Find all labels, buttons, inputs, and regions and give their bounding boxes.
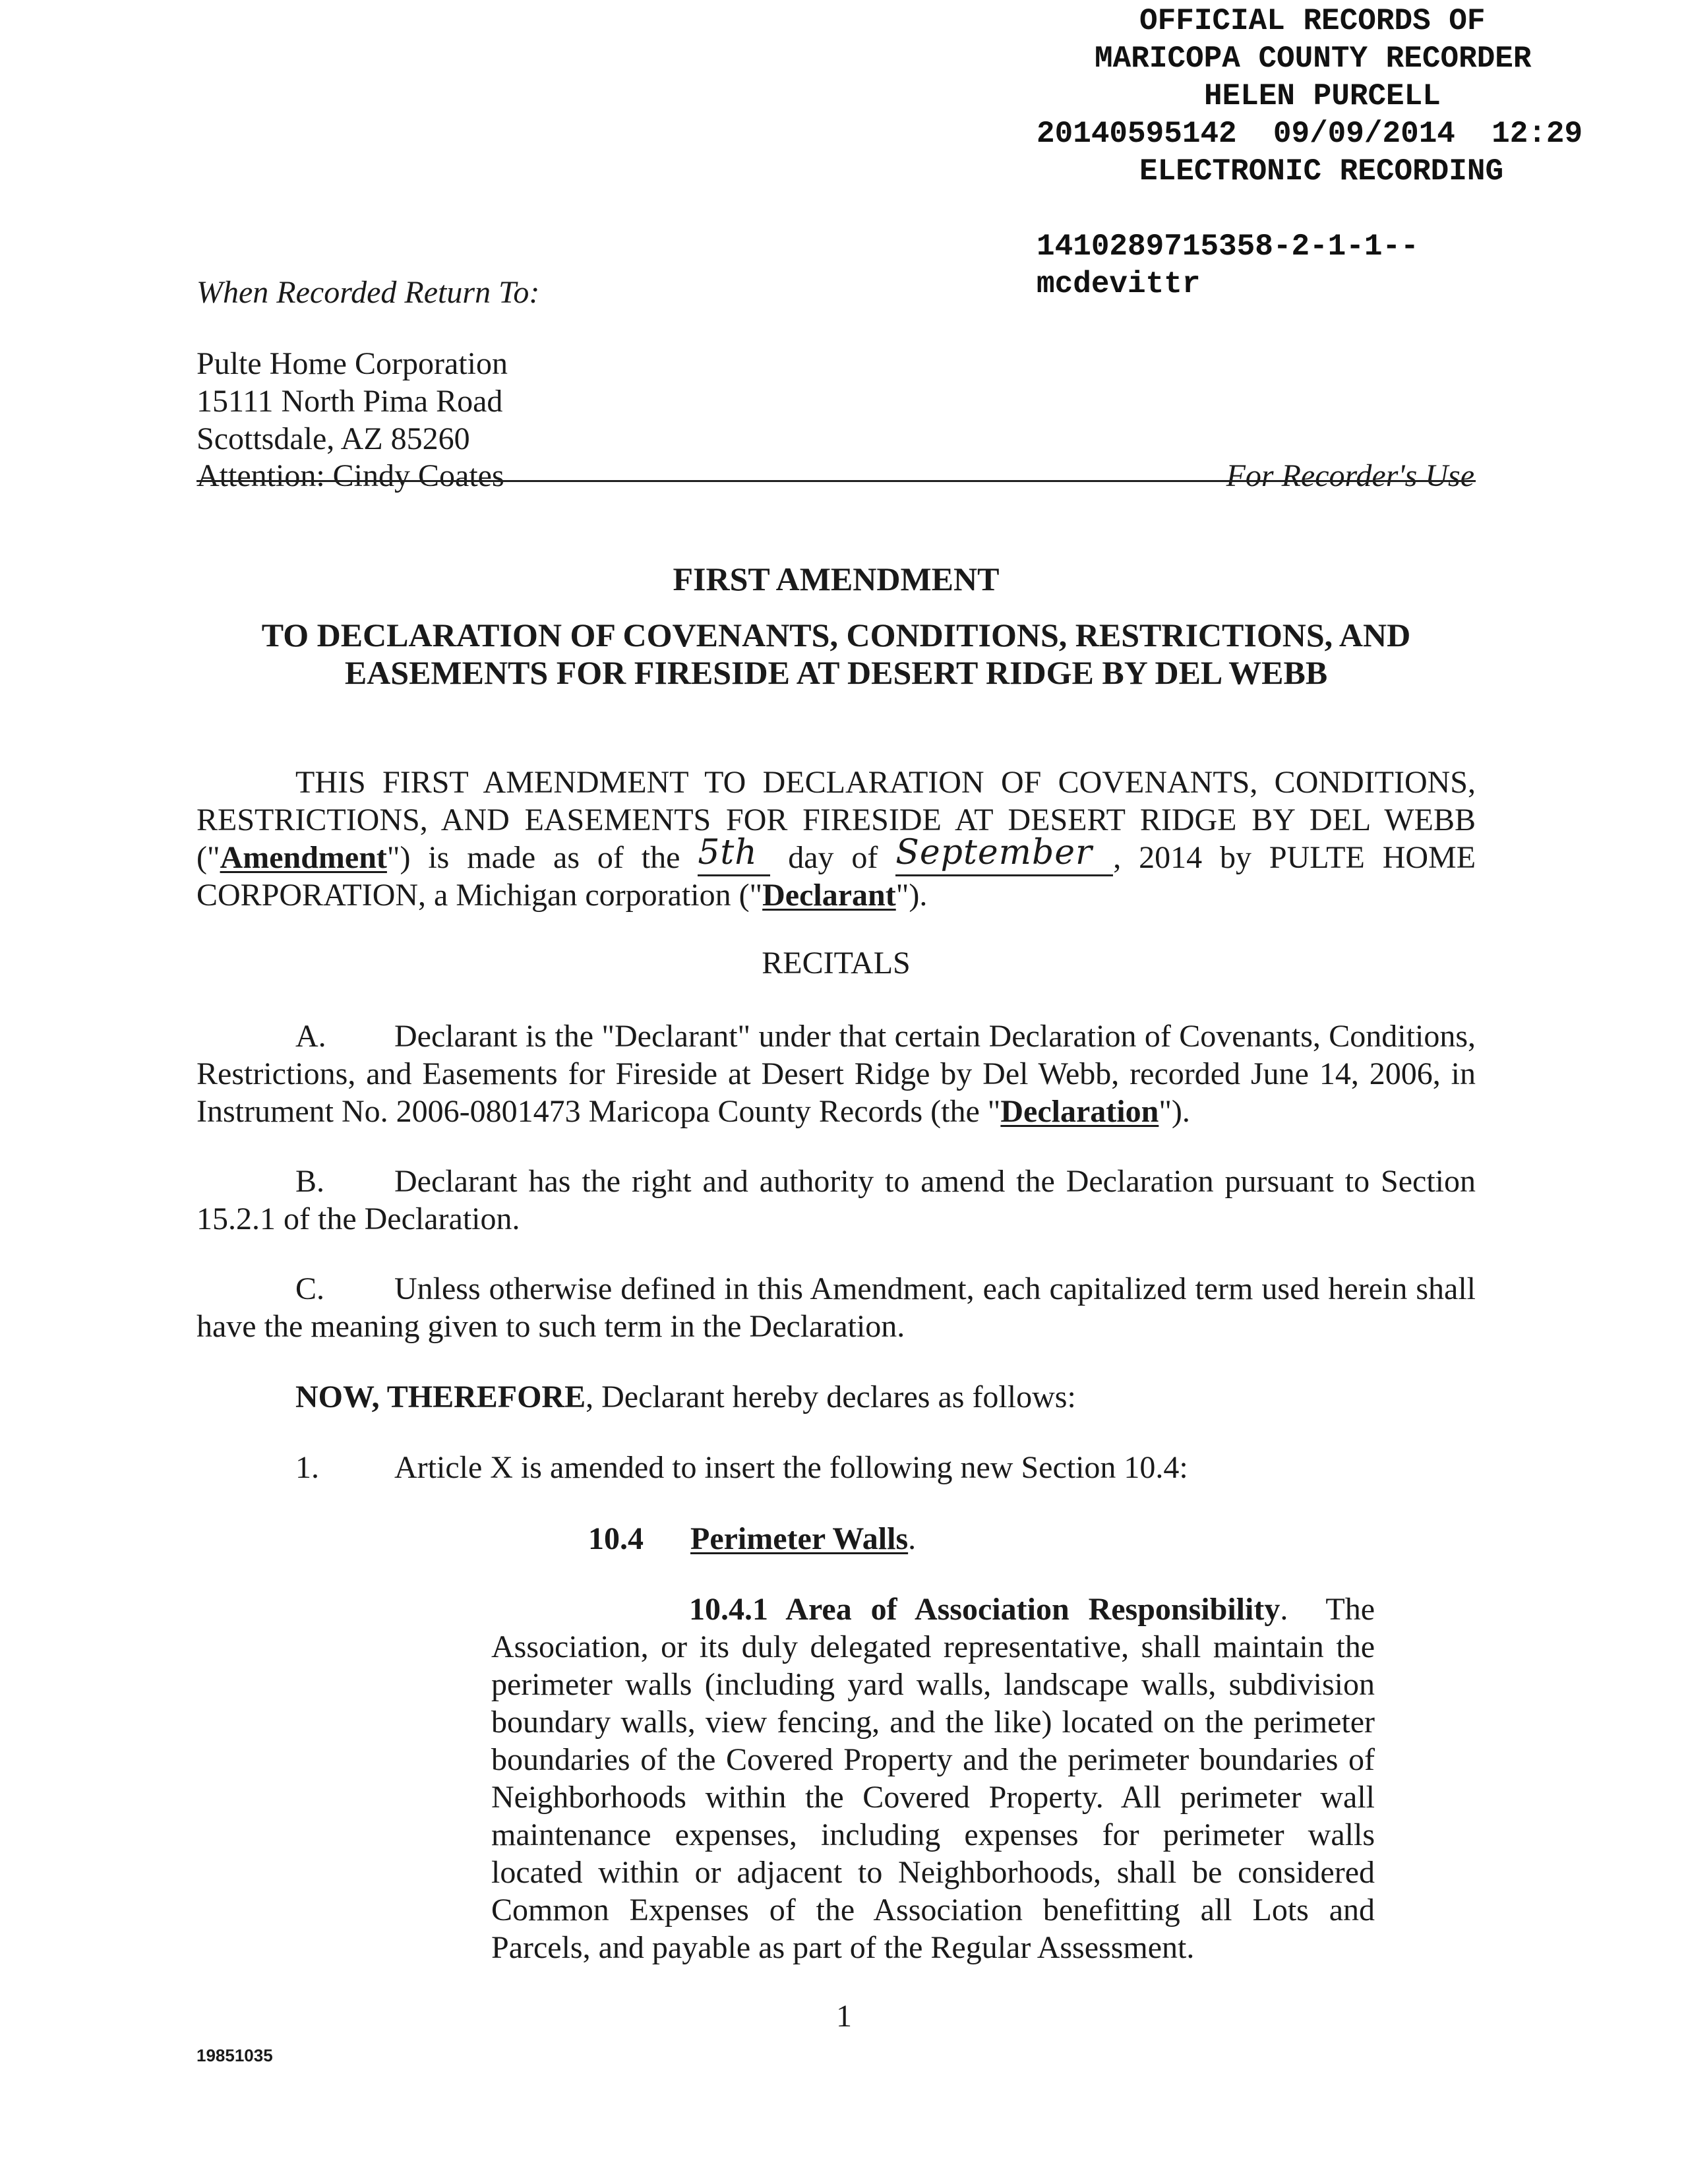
intro-line-4 [196, 876, 1476, 914]
section-10-4-number: 10.4 [588, 1521, 644, 1556]
recital-b [196, 1163, 1476, 1238]
now-therefore [196, 1378, 1476, 1416]
return-to-attention: Attention: Cindy Coates [196, 458, 504, 493]
intro-text-3: day of [788, 840, 878, 875]
recitals-heading: RECITALS [762, 946, 911, 981]
stamp-line-3: HELEN PURCELL [1204, 79, 1441, 113]
item-1-label: 1. [295, 1450, 319, 1485]
intro-text-1: (" [196, 840, 220, 875]
recital-a-label: A. [295, 1019, 326, 1054]
page-number: 1 [836, 1999, 852, 2034]
intro-line-2: RESTRICTIONS, AND EASEMENTS FOR FIRESIDE AT DESERT RIDGE BY DEL WEBB [196, 803, 1476, 837]
section-10-4-period: . [908, 1521, 917, 1556]
section-10-4-title: Perimeter Walls [690, 1521, 909, 1556]
recital-c-label: C. [295, 1271, 325, 1306]
return-to-company: Pulte Home Corporation [196, 346, 508, 381]
recorder-stamp [0, 0, 1688, 301]
amendment-term: Amendment [220, 840, 387, 875]
return-to-city: Scottsdale, AZ 85260 [196, 421, 470, 456]
section-10-4-1-period: . [1280, 1592, 1288, 1627]
month-handwritten: September [895, 833, 1093, 872]
intro-line-3 [196, 833, 1476, 876]
now-therefore-text: , Declarant hereby declares as follows: [586, 1380, 1076, 1414]
intro-text-4: , 2014 by PULTE HOME [1113, 840, 1476, 875]
stamp-recording-number: 20140595142 09/09/2014 12:29 [1037, 117, 1583, 151]
stamp-line-7: mcdevittr [1037, 267, 1201, 301]
stamp-line-2: MARICOPA COUNTY RECORDER [1095, 42, 1532, 76]
intro-text-2: ") is made as of the [386, 840, 680, 875]
recital-a [196, 1017, 1476, 1130]
stamp-line-1: OFFICIAL RECORDS OF [1139, 4, 1486, 38]
declaration-term: Declaration [1000, 1094, 1159, 1129]
section-10-4-heading [588, 1520, 916, 1558]
recital-c [196, 1270, 1476, 1345]
return-to-street: 15111 North Pima Road [196, 384, 503, 419]
day-handwritten: 5th [698, 833, 758, 872]
section-10-4-1-heading: 10.4.1 Area of Association Responsibility [689, 1592, 1281, 1627]
recorder-divider [196, 480, 1476, 482]
recital-a-text-end: "). [1159, 1094, 1190, 1129]
now-therefore-bold: NOW, THEREFORE [295, 1380, 586, 1414]
stamp-line-5: ELECTRONIC RECORDING [1139, 154, 1504, 189]
recorder-use-label: For Recorder's Use [1226, 458, 1474, 493]
day-blank [698, 833, 770, 876]
item-1 [196, 1449, 1476, 1486]
declarant-term: Declarant [762, 878, 896, 913]
intro-line-1: THIS FIRST AMENDMENT TO DECLARATION OF COVENANTS, CONDITIONS, [295, 765, 1476, 800]
recital-b-text: Declarant has the right and authority to amend the Declaration pursuant to Section 15.2.1 of the Declaration. [196, 1164, 1476, 1236]
return-to-label: When Recorded Return To: [196, 275, 540, 310]
recital-b-label: B. [295, 1164, 325, 1199]
section-10-4-1-text: The Association, or its duly delegated representative, shall maintain the perimeter walls (including yard walls, landscape walls, subdivision boundary walls, view fencing, and the like) located on the perimeter boundaries of the Covered Property and the perimeter boundaries of Neighborhoods within the Covered Property. All perimeter wall maintenance expenses, including expenses for perimeter walls located within or adjacent to Neighborhoods, shall be considered Common Expenses of the Association benefitting all Lots and Parcels, and payable as part of the Regular Assessment. [491, 1592, 1375, 1965]
section-10-4-1 [491, 1591, 1375, 1966]
recital-a-text: Declarant is the "Declarant" under that certain Declaration of Covenants, Conditions, Restrictions, and Easements for Fireside at Desert Ridge by Del Webb, recorded June 14, 2006, in Instrument No. 2006-0801473 Maricopa County Records (the " [196, 1019, 1476, 1129]
recital-c-text: Unless otherwise defined in this Amendment, each capitalized term used herein shall have the meaning given to such term in the Declaration. [196, 1271, 1476, 1344]
intro-text-5: CORPORATION, a Michigan corporation (" [196, 878, 763, 913]
month-blank [895, 833, 1113, 876]
title-line-1: FIRST AMENDMENT [673, 561, 1000, 597]
item-1-text: Article X is amended to insert the following new Section 10.4: [394, 1450, 1188, 1485]
title-line-2: TO DECLARATION OF COVENANTS, CONDITIONS, RESTRICTIONS, AND [261, 617, 1411, 653]
title-line-3: EASEMENTS FOR FIRESIDE AT DESERT RIDGE BY DEL WEBB [344, 654, 1328, 691]
document-code: 19851035 [196, 2046, 273, 2065]
stamp-line-6: 1410289715358-2-1-1-- [1037, 229, 1419, 264]
intro-text-6: "). [895, 878, 928, 913]
